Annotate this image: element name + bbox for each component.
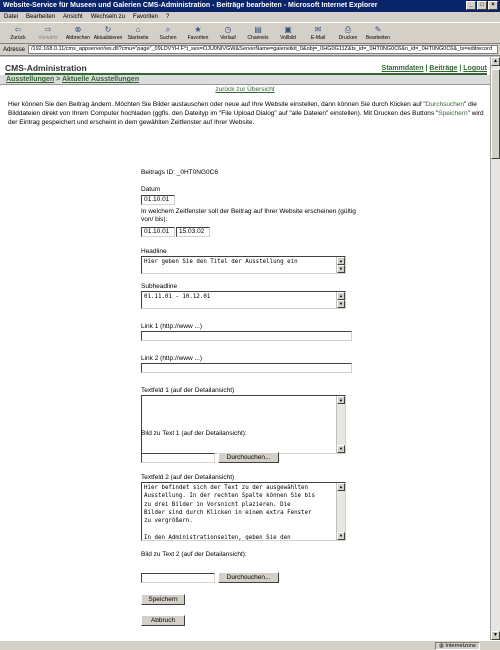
cms-nav: Stammdaten | Beiträge | Logout	[381, 65, 487, 72]
text1-label: Textfeld 1 (auf der Detailansicht)	[141, 387, 235, 394]
image1-label: Bild zu Text 1 (auf der Detailansicht):	[141, 430, 247, 437]
maximize-icon[interactable]: □	[477, 1, 487, 10]
toolbar-label: Drucken	[338, 35, 358, 41]
text2-line: Ausstellung. In der rechten Spalte können Sie bis	[144, 493, 316, 500]
window-title: Website-Service für Museen und Galerien CMS-Administration - Beiträge bearbeiten - Microsoft Internet Explorer	[3, 2, 378, 9]
minimize-icon[interactable]: _	[466, 1, 476, 10]
toolbar-label: Suchen	[159, 35, 177, 41]
intro-part-1: Hier können Sie den Beitrag ändern. Möchten Sie Bilder austauschen oder neue auf Ihre Website einstellen, dann können Sie durch Klicken auf "	[8, 101, 426, 108]
menu-bar	[0, 12, 500, 22]
time-window-label: In welchem Zeitfenster soll der Beitrag auf Ihrer Website erscheinen (gültig von/ bis):	[141, 208, 356, 223]
window-titlebar	[0, 0, 500, 12]
link-logout[interactable]: Logout	[463, 65, 487, 72]
toolbar-label: Verlauf	[220, 35, 236, 41]
favorites-icon: ★	[194, 25, 202, 34]
scroll-up-icon[interactable]: ▲	[337, 292, 345, 300]
address-label: Adresse	[3, 46, 26, 53]
scroll-down-icon[interactable]: ▼	[337, 445, 345, 453]
text2-line: Bilder sind durch Klicken in einem extra Fenster	[144, 509, 312, 516]
toolbar-label: Aktualisieren	[93, 35, 123, 41]
headline-label: Headline	[141, 248, 167, 255]
toolbar-label: Vollbild	[280, 35, 296, 41]
toolbar-button-fullscreen[interactable]	[274, 25, 302, 41]
link2-label: Link 2 (http://www ...)	[141, 355, 203, 362]
subheadline-label: Subheadline	[141, 283, 178, 290]
toolbar-label: Startseite	[127, 35, 149, 41]
menu-ansicht[interactable]: Ansicht	[63, 14, 83, 20]
breadcrumb-ausstellungen[interactable]: Ausstellungen	[6, 76, 55, 83]
scroll-up-icon[interactable]: ▲	[337, 483, 345, 491]
scroll-up-icon[interactable]: ▲	[491, 57, 500, 66]
address-bar	[0, 44, 500, 56]
link-beitraege[interactable]: Beiträge	[429, 65, 458, 72]
headline-text: Hier geben Sie den Titel der Ausstellung ein	[144, 259, 298, 265]
valid-to-field[interactable]: 15.03.02	[176, 227, 210, 237]
text2-line: zu drei Bilder in Vorsnicht plazieren. Die	[144, 501, 291, 508]
toolbar-label: E-Mail	[310, 35, 326, 41]
back-to-overview-link[interactable]: zurück zur Übersicht	[215, 86, 275, 93]
history-icon: ◷	[224, 25, 232, 34]
subheadline-text: 01.11.01 - 10.12.01	[144, 294, 211, 300]
toolbar-button-edit[interactable]	[364, 25, 392, 41]
browser-toolbar	[0, 22, 500, 44]
close-icon[interactable]: ×	[488, 1, 498, 10]
toolbar-label: Channels	[247, 35, 269, 41]
save-button[interactable]: Speichern	[141, 594, 185, 605]
toolbar-button-home[interactable]	[124, 25, 152, 41]
toolbar-label: Abbrechen	[65, 35, 91, 41]
link-stammdaten[interactable]: Stammdaten	[381, 65, 424, 72]
text2-line: zu vergrößern.	[144, 518, 193, 525]
link1-label: Link 1 (http://www ...)	[141, 323, 203, 330]
image2-browse-button[interactable]: Durchsuchen...	[218, 572, 279, 583]
channels-icon: ▤	[254, 25, 262, 34]
scroll-up-icon[interactable]: ▲	[337, 396, 345, 404]
toolbar-label: Favoriten	[187, 35, 209, 41]
beitrags-id-label: Beitrags ID: _0HT0NG0C6	[141, 169, 218, 176]
text2-line: Hier befindet sich der Text zu der ausgewählten	[144, 485, 309, 491]
intro-durchsuchen: Durchsuchen	[425, 101, 465, 108]
toolbar-button-search[interactable]	[154, 25, 182, 41]
mail-icon: ✉	[314, 25, 322, 34]
valid-from-field[interactable]: 01.10.01	[141, 227, 175, 237]
menu-datei[interactable]: Datei	[4, 14, 19, 20]
menu-help[interactable]: ?	[166, 14, 170, 20]
fullscreen-icon: ▣	[284, 25, 292, 34]
forward-arrow-icon: ⇨	[44, 25, 52, 34]
menu-favoriten[interactable]: Favoriten	[132, 14, 158, 20]
scroll-down-icon[interactable]: ▼	[337, 532, 345, 540]
toolbar-button-refresh[interactable]	[94, 25, 122, 41]
refresh-icon: ↻	[104, 25, 112, 34]
back-arrow-icon: ⇦	[14, 25, 22, 34]
scroll-down-icon[interactable]: ▼	[337, 300, 345, 308]
toolbar-label: Vorwärts	[38, 35, 58, 41]
toolbar-button-print[interactable]	[334, 25, 362, 41]
toolbar-button-forward-arrow[interactable]	[34, 25, 62, 41]
edit-icon: ✎	[374, 25, 382, 34]
status-zone	[435, 642, 480, 650]
home-icon: ⌂	[135, 25, 141, 34]
toolbar-button-channels[interactable]	[244, 25, 272, 41]
page-scrollbar[interactable]	[490, 57, 500, 640]
intro-speichern: Speichern	[438, 110, 468, 117]
image1-browse-button[interactable]: Durchsuchen...	[218, 452, 279, 463]
globe-icon: ◍	[439, 643, 444, 649]
toolbar-button-favorites[interactable]	[184, 25, 212, 41]
toolbar-label: Zurück	[10, 35, 26, 41]
breadcrumb-aktuelle-ausstellungen[interactable]: Aktuelle Ausstellungen	[61, 76, 140, 83]
cms-title: CMS-Administration	[5, 63, 87, 73]
scroll-up-icon[interactable]: ▲	[337, 257, 345, 265]
toolbar-button-mail[interactable]	[304, 25, 332, 41]
breadcrumb-separator: >	[54, 76, 62, 83]
toolbar-button-back-arrow[interactable]	[4, 25, 32, 41]
menu-bearbeiten[interactable]: Bearbeiten	[26, 14, 56, 20]
intro-part-3: " wird der Eintrag gespeichert und erscheint in dem gewählten Zeitfenster auf Ihrer Website.	[8, 110, 484, 126]
status-bar	[0, 640, 500, 650]
date-label: Datum	[141, 186, 161, 193]
scroll-thumb[interactable]	[491, 69, 500, 159]
address-input[interactable]: /192.168.0.11/cms_appserver/ws.dll?cmu="page"_09LDVYH F^t_ses=OJU0NIVGW&ServerName=galerietkit_0&obj=_0HG0G11Z&ts_id=_0HT0NG0C6&n_id=_0HT0NG0C6&_tx=editrecord	[28, 45, 498, 54]
scroll-down-icon[interactable]: ▼	[337, 265, 345, 273]
intro-part-2: " die Bilddateien direkt von Ihrem Computer hochladen (ggfls. den Dateityp im "File Upload Dialog" auf "alle Dateien" einstellen). Mit Drucken des Buttons "	[8, 101, 477, 117]
toolbar-button-stop[interactable]	[64, 25, 92, 41]
print-icon: ⎙	[344, 25, 352, 34]
stop-icon: ⊗	[74, 25, 82, 34]
date-field[interactable]: 01.10.01	[141, 195, 175, 205]
status-zone-text: Internetzone	[445, 643, 476, 649]
form-fields	[0, 57, 490, 640]
image2-label: Bild zu Text 2 (auf der Detailansicht):	[141, 551, 247, 558]
text2-label: Textfeld 2 (auf der Detailansicht)	[141, 474, 235, 481]
toolbar-label: Bearbeiten	[365, 35, 391, 41]
text2-line: In den Administrationseiten, geben Sie den	[144, 534, 291, 541]
scroll-down-icon[interactable]: ▼	[491, 631, 500, 640]
toolbar-button-history[interactable]	[214, 25, 242, 41]
search-icon: ⌕	[165, 25, 171, 34]
menu-wechseln-zu[interactable]: Wechseln zu	[90, 14, 125, 20]
cancel-button[interactable]: Abbruch	[141, 615, 185, 626]
